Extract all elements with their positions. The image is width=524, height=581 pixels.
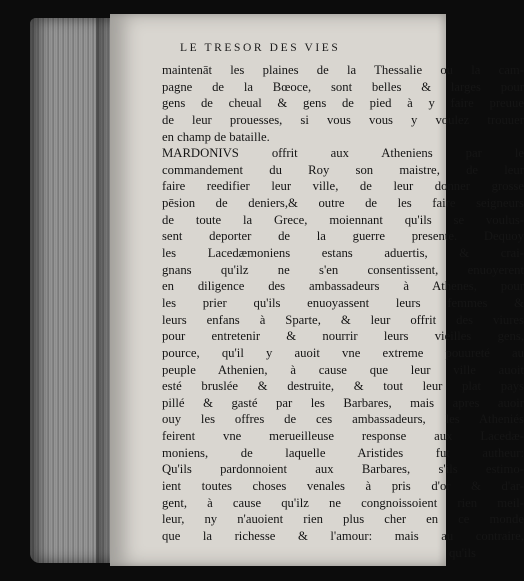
text-line: pēsion de deniers,& outre de les faire seigneurs (162, 196, 524, 211)
text-line: commandement du Roy son maistre, de leur (162, 162, 524, 177)
text-line: esté bruslée & destruite, & tout leur plat pays (162, 379, 524, 394)
text-line: en diligence des ambassadeurs à Athenes, pour (162, 279, 524, 294)
text-line: moniens, de laquelle Aristides fut autheur: (162, 445, 524, 460)
text-line: les Lacedæmoniens estans aduertis, & crai- (162, 246, 524, 261)
text-line: maintenāt les plaines de la Thessalie ou la cam- (162, 63, 524, 77)
text-line: leurs enfans à Sparte, & leur offrit des viures (162, 312, 524, 327)
text-line: ient toutes choses venales à pris d'or & d'ar- (162, 479, 524, 494)
text-line: peuple Athenien, à cause que leur ville auoit (162, 362, 524, 377)
text-line: Qu'ils pardonnoient aux Barbares, s'ils estimo- (162, 462, 524, 477)
text-line: de leur prouesses, si vous vous y voulez trouuer (162, 112, 524, 127)
text-line: pagne de la Bœoce, sont belles & larges pour (162, 79, 524, 94)
book-page (110, 14, 524, 566)
text-line: gens de cheual & gens de pied à y faire preuue (162, 96, 524, 111)
text-line: de toute la Grece, moiennant qu'ils se voulus- (162, 212, 524, 227)
text-line: faire reedifier leur ville, de leur donner grosse (162, 179, 524, 194)
text-line: les prier qu'ils enuoyassent leurs femmes & (162, 295, 524, 310)
text-line: pillé & gasté par les Barbares, mais apres auoir (162, 395, 524, 410)
text-line: en champ de bataille. (162, 129, 270, 144)
text-line: pource, qu'il y auoit vne extreme pouureté au (162, 345, 524, 360)
body-text (162, 62, 524, 561)
text-line: pour entretenir & nourrir leurs vieilles gens, (162, 329, 524, 344)
text-line: que la richesse & l'amour: mais au contraire, (162, 528, 524, 543)
text-line: ouy les offres de ces ambassadeurs, les Atheniés (162, 412, 524, 427)
text-line: gent, à cause qu'ilz ne congnoissoient rien meil- (162, 495, 524, 510)
catchword: qu'ils (449, 545, 476, 560)
text-line: leur, ny n'auoient rien plus cher en ce monde (162, 512, 524, 527)
running-head: LE TRESOR DES VIES (180, 42, 341, 54)
text-line: gnans qu'ilz ne s'en consentissent, enuoyerent (162, 262, 524, 277)
text-line: sent deporter de la guerre presente. Dequoy (162, 229, 524, 244)
text-line: feirent vne merueilleuse response aux Lacedæ- (162, 429, 524, 444)
text-line: MARDONIVS offrit aux Atheniens par le (162, 146, 524, 161)
